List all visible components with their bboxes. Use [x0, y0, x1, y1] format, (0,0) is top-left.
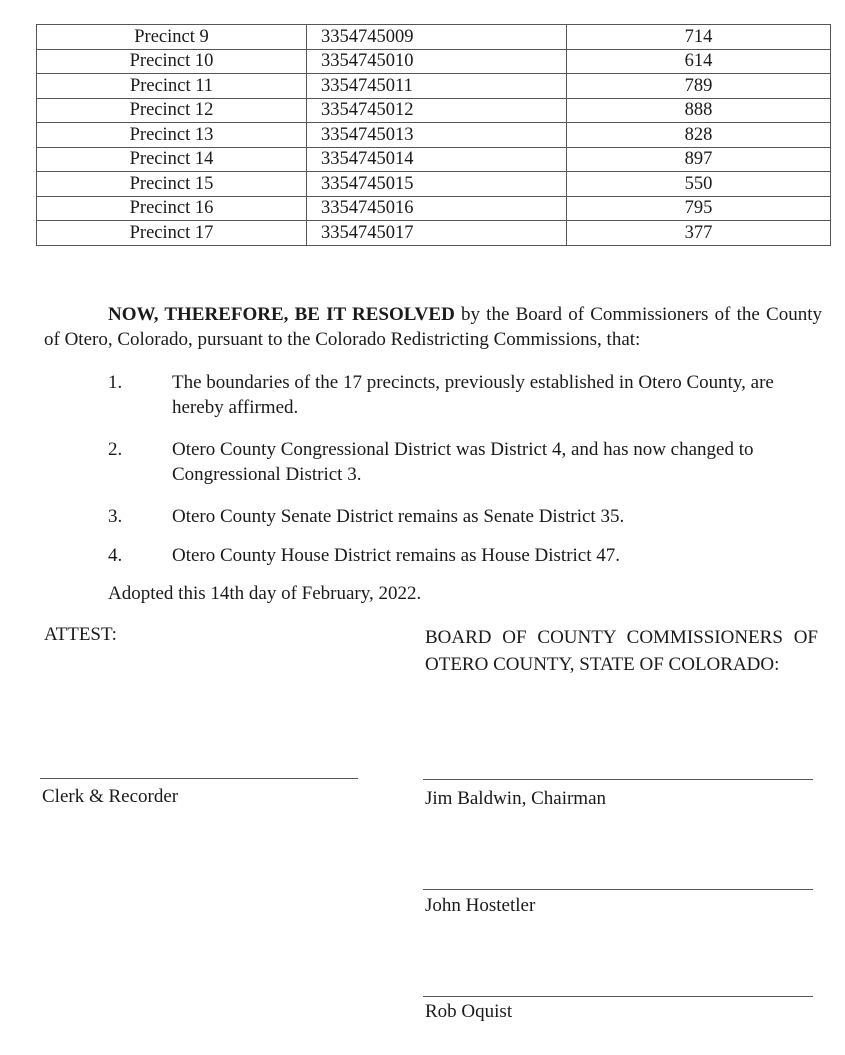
precinct-name: Precinct 13 [37, 123, 307, 148]
item-number: 3. [108, 506, 123, 527]
table-row [37, 196, 831, 221]
resolution-lead: NOW, THEREFORE, BE IT RESOLVED [108, 304, 455, 325]
commissioner-name: Jim Baldwin, Chairman [425, 788, 607, 809]
table-row [37, 74, 831, 99]
item-text: Otero County Congressional District was District 4, and has now changed to Congressional District 3. [172, 439, 754, 485]
precinct-name: Precinct 10 [37, 49, 307, 74]
commissioner-name: John Hostetler [425, 895, 536, 916]
precinct-count: 377 [567, 221, 831, 246]
chairman-signature-line [423, 779, 813, 780]
precinct-count: 888 [567, 98, 831, 123]
precinct-count: 795 [567, 196, 831, 221]
precinct-count: 714 [567, 25, 831, 50]
precinct-count: 828 [567, 123, 831, 148]
precinct-count: 897 [567, 147, 831, 172]
precinct-code: 3354745017 [307, 221, 567, 246]
attest-label: ATTEST: [44, 624, 117, 645]
table-row [37, 123, 831, 148]
precinct-count: 789 [567, 74, 831, 99]
table-row [37, 172, 831, 197]
resolution-item [108, 437, 822, 487]
resolution-item [108, 504, 822, 529]
precinct-code: 3354745010 [307, 49, 567, 74]
item-number: 4. [108, 545, 123, 566]
precinct-count: 550 [567, 172, 831, 197]
item-text: The boundaries of the 17 precincts, previously established in Otero County, are hereby affirmed. [172, 372, 774, 418]
precinct-count: 614 [567, 49, 831, 74]
item-number: 1. [108, 372, 123, 393]
precinct-table [36, 24, 831, 246]
commissioner-signature-line [423, 996, 813, 997]
precinct-code: 3354745015 [307, 172, 567, 197]
table-row [37, 98, 831, 123]
adopted-date: Adopted this 14th day of February, 2022. [108, 583, 422, 604]
precinct-code: 3354745013 [307, 123, 567, 148]
clerk-signature-line [40, 778, 358, 779]
precinct-code: 3354745012 [307, 98, 567, 123]
precinct-code: 3354745011 [307, 74, 567, 99]
precinct-code: 3354745014 [307, 147, 567, 172]
precinct-name: Precinct 15 [37, 172, 307, 197]
resolution-item [108, 370, 822, 420]
table-row [37, 25, 831, 50]
commissioner-signature-line [423, 889, 813, 890]
table-row [37, 147, 831, 172]
table-row [37, 221, 831, 246]
item-number: 2. [108, 439, 123, 460]
commissioner-name: Rob Oquist [425, 1001, 513, 1022]
board-label: BOARD OF COUNTY COMMISSIONERS OF OTERO COUNTY, STATE OF COLORADO: [425, 627, 818, 675]
resolution-body: by the Board of Commissioners of the County of Otero, Colorado, pursuant to the Colorado Redistricting Commissions, that: [44, 304, 822, 350]
precinct-name: Precinct 9 [37, 25, 307, 50]
precinct-name: Precinct 11 [37, 74, 307, 99]
item-text: Otero County Senate District remains as Senate District 35. [172, 506, 625, 527]
precinct-name: Precinct 17 [37, 221, 307, 246]
precinct-name: Precinct 16 [37, 196, 307, 221]
resolution-paragraph [44, 302, 822, 352]
precinct-name: Precinct 12 [37, 98, 307, 123]
clerk-title: Clerk & Recorder [42, 786, 179, 807]
item-text: Otero County House District remains as House District 47. [172, 545, 621, 566]
precinct-code: 3354745016 [307, 196, 567, 221]
precinct-code: 3354745009 [307, 25, 567, 50]
precinct-name: Precinct 14 [37, 147, 307, 172]
table-row [37, 49, 831, 74]
resolution-item [108, 543, 822, 568]
